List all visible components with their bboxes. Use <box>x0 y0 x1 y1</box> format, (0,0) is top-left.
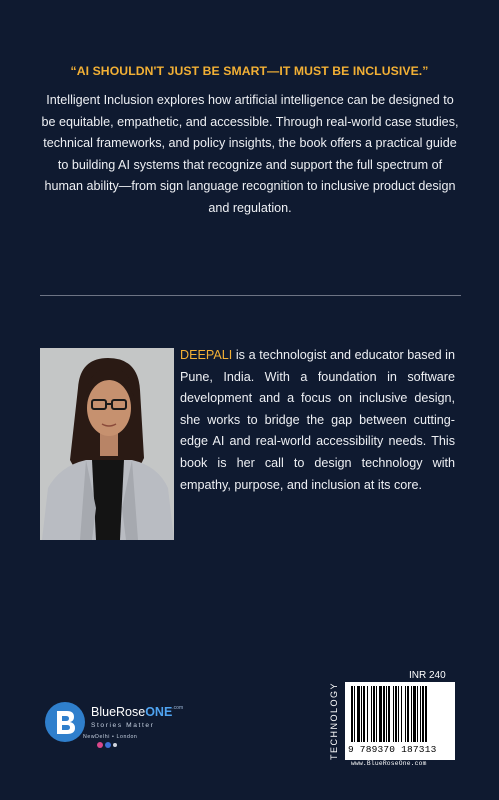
author-name: DEEPALI <box>180 348 233 362</box>
publisher-logo-icon <box>45 702 85 742</box>
book-price: INR 240 <box>409 670 446 681</box>
author-bio-text: is a technologist and educator based in Pune, India. With a foundation in software development and a focus on inclusive design, she works to bridge the gap between cutting-edge AI and real-world accessibility needs. This book is her call to design technology with empathy, purpose, and inclusion at its core. <box>180 348 455 492</box>
publisher-locations: NewDelhi • London <box>83 734 138 740</box>
publisher-tagline: Stories Matter <box>91 722 155 729</box>
book-blurb: Intelligent Inclusion explores how artificial intelligence can be designed to be equitable, empathetic, and accessible. Through real-world case studies, technical frameworks, and policy insights, the book offers a practical guide to building AI systems that recognize and support the full spectrum of human ability—from sign language recognition to inclusive product design and regulation. <box>41 93 459 215</box>
isbn-barcode <box>345 682 455 760</box>
facebook-icon <box>105 742 111 748</box>
publisher-logo <box>45 702 215 762</box>
social-icons <box>97 742 117 748</box>
author-photo <box>40 348 174 540</box>
publisher-name-part1: BlueRose <box>91 705 146 719</box>
book-category: TECHNOLOGY <box>329 681 339 760</box>
section-divider <box>40 295 461 296</box>
barcode-bars <box>351 686 449 744</box>
isbn-number: 9 789370 187313 <box>348 744 437 755</box>
publisher-website: www.BlueRoseOne.com <box>351 760 427 767</box>
publisher-name <box>91 705 183 719</box>
x-icon <box>113 743 117 747</box>
author-portrait-image <box>40 348 174 540</box>
author-bio <box>180 345 455 496</box>
instagram-icon <box>97 742 103 748</box>
publisher-name-part2: ONE <box>145 705 173 719</box>
cover-quote: “AI SHOULDN'T JUST BE SMART—IT MUST BE INCLUSIVE.” <box>70 64 429 78</box>
publisher-name-suffix: .com <box>172 705 184 711</box>
